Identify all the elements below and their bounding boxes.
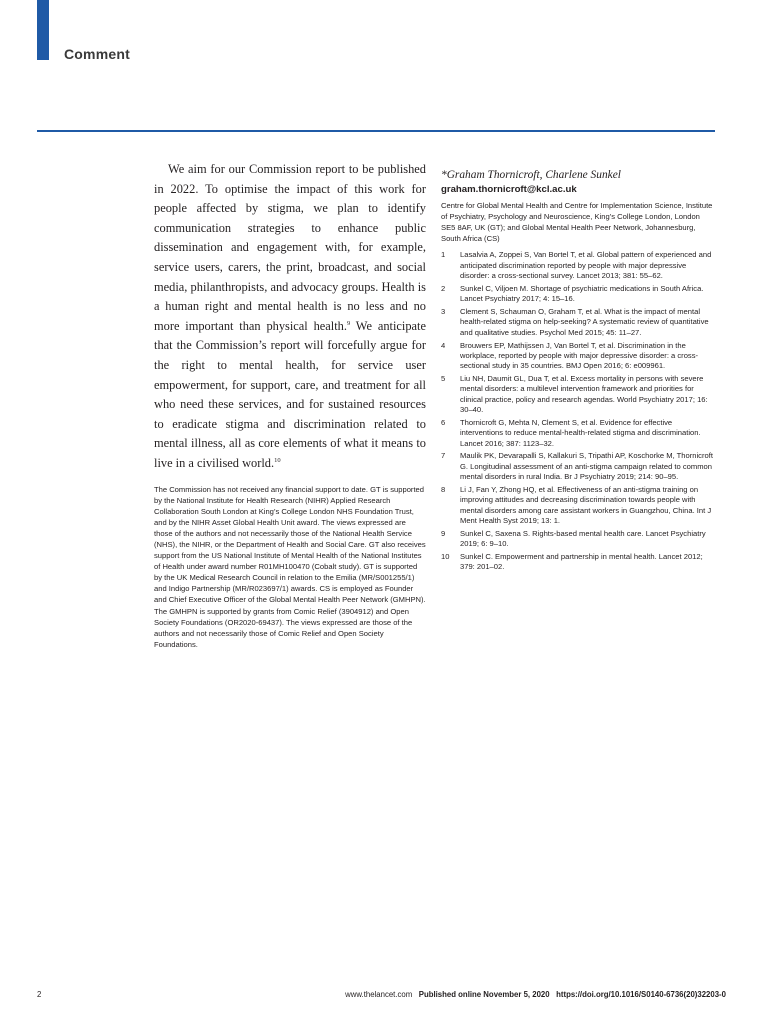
reference-number: 7 xyxy=(441,451,446,461)
body-text-part-2: We anticipate that the Commission’s report will forcefully argue for the right to mental health, for service user empowerment, for support, care, and treatment for all who need these services, and for sustained resources to eradicate stigma and discrimination related to mental illness, all as core elements of what it means to live in a civilised world. xyxy=(154,318,426,470)
reference-number: 3 xyxy=(441,307,446,316)
reference-item xyxy=(441,284,715,305)
section-label: Comment xyxy=(64,46,130,62)
page-number: 2 xyxy=(37,990,42,999)
citation-9[interactable]: 9 xyxy=(346,319,351,327)
footer-citation xyxy=(345,990,726,999)
reference-text: Lasalvia A, Zoppei S, Van Bortel T, et al. Global pattern of experienced and anticipated discrimination reported by people with major depressive disorder: a cross-sectional survey. Lancet 2013; 381: 55–62. xyxy=(460,250,712,281)
reference-item xyxy=(441,552,715,573)
reference-list xyxy=(441,250,715,572)
reference-item xyxy=(441,341,715,372)
author-names: *Graham Thornicroft, Charlene Sunkel xyxy=(441,169,621,181)
reference-text: Sunkel C, Viljoen M. Shortage of psychiatric medications in South Africa. Lancet Psychiatry 2017; 4: 15–16. xyxy=(460,283,704,304)
reference-item xyxy=(441,485,715,527)
reference-number: 9 xyxy=(441,528,446,538)
reference-item xyxy=(441,418,715,449)
body-paragraph xyxy=(154,160,426,474)
reference-text: Brouwers EP, Mathijssen J, Van Bortel T, et al. Discrimination in the workplace, reported by people with major depressive disorder: a cross-sectional study in 35 countries. BMJ Open 2016; 6: e009961. xyxy=(460,340,699,371)
reference-number: 6 xyxy=(441,417,446,427)
reference-item xyxy=(441,374,715,416)
reference-number: 4 xyxy=(441,340,446,350)
reference-item xyxy=(441,250,715,281)
corresponding-email[interactable]: graham.thornicroft@kcl.ac.uk xyxy=(441,184,577,195)
publication-date: Published online November 5, 2020 xyxy=(418,990,550,999)
reference-text: Sunkel C, Saxena S. Rights-based mental health care. Lancet Psychiatry 2019; 6: 9–10. xyxy=(460,528,706,549)
reference-text: Thornicroft G, Mehta N, Clement S, et al. Evidence for effective interventions to reduce mental-health-related stigma and discrimination. Lancet 2016; 387: 1123–32. xyxy=(460,417,701,448)
reference-text: Li J, Fan Y, Zhong HQ, et al. Effectiveness of an anti-stigma training on improving attitudes and decreasing discrimination towards people with mental disorders among care assistant workers in Guangzhou, China. Int J Ment Health Syst 2019; 13: 1. xyxy=(460,484,712,526)
reference-text: Sunkel C. Empowerment and partnership in mental health. Lancet 2012; 379: 201–02. xyxy=(460,552,703,572)
left-column xyxy=(154,160,426,650)
author-affiliation: Centre for Global Mental Health and Centre for Implementation Science, Institute of Psychiatry, Psychology and Neuroscience, King’s College London, London SE5 8AF, UK (GT); and Global Mental Health Peer Network, Johannesburg, South Africa (CS) xyxy=(441,201,713,244)
right-column xyxy=(441,168,715,575)
reference-text: Liu NH, Daumit GL, Dua T, et al. Excess mortality in persons with severe mental disorders: a multilevel intervention framework and priorities for clinical practice, policy and research agendas. World Psychiatry 2017; 16: 30–40. xyxy=(460,374,708,415)
reference-text: Maulik PK, Devarapalli S, Kallakuri S, Tripathi AP, Koschorke M, Thornicroft G. Longitudinal assessment of an anti-stigma campaign related to common mental disorders in rural India. Br J Psychiatry 2019; 214: 90–95. xyxy=(460,451,713,482)
doi-link[interactable]: https://doi.org/10.1016/S0140-6736(20)32203-0 xyxy=(556,990,726,999)
reference-number: 5 xyxy=(441,374,446,384)
body-text-part-1: We aim for our Commission report to be published in 2022. To optimise the impact of this work for people affected by stigma, we plan to identify communication strategies to enhance public dissemination and engagement with, for example, service users, carers, the print, broadcast, and social media, philanthropists, and advocacy groups. Health is a human right and mental health is no less and no more important than physical health. xyxy=(154,162,426,333)
reference-item xyxy=(441,529,715,550)
reference-number: 2 xyxy=(441,283,446,293)
reference-item xyxy=(441,451,715,482)
funding-statement: The Commission has not received any financial support to date. GT is supported by the National Institute for Health Research (NIHR) Applied Research Collaboration South London at King’s College London NHS Foundation Trust, and by the NIHR Asset Global Health Unit award. The views expressed are those of the authors and not necessarily those of the National Health Service (NHS), the NIHR, or the Department of Health and Social Care. GT also receives support from the US National Institute of Mental Health of the National Institutes of Health under award number R01MH100470 (Cobalt study). GT is supported by the UK Medical Research Council in relation to the Emilia (MR/S001255/1) and Indigo Partnership (MR/R023697/1) awards. CS is employed as Founder and Chief Executive Officer of the Global Mental Health Peer Network (GMHPN). The GMHPN is supported by grants from Comic Relief (3904912) and Open Society Foundations (OR2020-69437). The views expressed are those of the authors and not necessarily those of Comic Relief and Open Society Foundations. xyxy=(154,484,426,649)
reference-item xyxy=(441,307,715,338)
journal-website[interactable]: www.thelancet.com xyxy=(345,990,413,999)
reference-text: Clement S, Schauman O, Graham T, et al. What is the impact of mental health-related stigma on help-seeking? A systematic review of quantitative and qualitative studies. Psychol Med 2015; 45: 11–27. xyxy=(460,307,709,337)
reference-number: 1 xyxy=(441,250,446,260)
section-color-bar xyxy=(37,0,49,60)
reference-number: 10 xyxy=(441,552,450,562)
reference-number: 8 xyxy=(441,484,446,494)
citation-10[interactable]: 10 xyxy=(274,456,281,464)
header-rule xyxy=(37,130,715,132)
